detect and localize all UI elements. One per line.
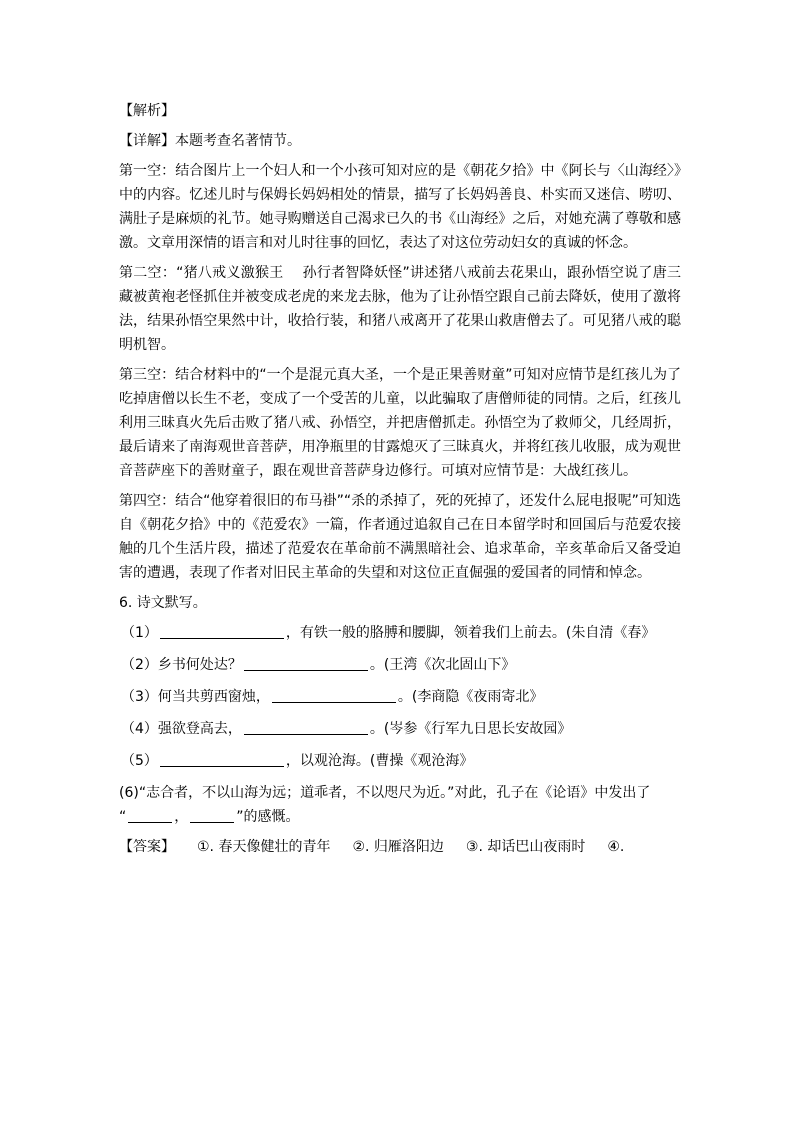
answer-blank[interactable]	[244, 656, 368, 671]
paragraph-blank-2: 第二空：“猪八戒义激猴王 孙行者智降妖怪”讲述猪八戒前去花果山，跟孙悟空说了唐三藏被黄袍老怪抓住并被变成老虎的来龙去脉，他为了让孙悟空跟自己前去降妖，使用了激将法，结果孙悟空果然中计，收拾行装，和猪八戒离开了花果山救唐僧去了。可见猪八戒的聪明机智。	[119, 265, 681, 353]
paragraph-blank-1: 第一空：结合图片上一个妇人和一个小孩可知对应的是《朝花夕拾》中《阿长与〈山海经〉》中的内容。忆述儿时与保姆长妈妈相处的情景，描写了长妈妈善良、朴实而又迷信、唠叨、满肚子是麻烦的礼节。她寻购赠送自己渴求已久的书《山海经》之后，对她充满了尊敬和感激。文章用深情的语言和对儿时往事的回忆，表达了对这位劳动妇女的真诚的怀念。	[119, 163, 681, 251]
answer-blank[interactable]	[190, 808, 234, 823]
item-prefix: 强欲登高去，	[157, 721, 242, 737]
analysis-heading	[119, 99, 681, 123]
answer-item: ④.	[607, 839, 625, 855]
item-suffix: 。(王湾《次北固山下》	[369, 657, 516, 673]
item-suffix: ，有铁一般的胳膊和腰脚，领着我们上前去。(朱自清《春》	[285, 625, 656, 641]
answer-item: ②. 归雁洛阳边	[352, 839, 444, 855]
question-item-4	[119, 717, 681, 741]
question-item-1	[119, 621, 681, 645]
question-item-3	[119, 685, 681, 709]
answer-tag: 【答案】	[119, 839, 175, 855]
item-number: （4）	[121, 721, 158, 737]
item-number: （3）	[121, 689, 158, 705]
item-prefix: 乡书何处达？	[157, 657, 242, 673]
item-number: （2）	[121, 657, 158, 673]
open-quote: “	[119, 809, 127, 825]
question-title: 6. 诗文默写。	[119, 595, 207, 611]
detail-line	[119, 129, 681, 153]
item-number: （5）	[121, 753, 158, 769]
comma: ，	[174, 809, 189, 825]
answer-blank[interactable]	[128, 808, 172, 823]
item-suffix: ，以观沧海。(曹操《观沧海》	[285, 753, 474, 769]
answer-item: ③. 却话巴山夜雨时	[465, 839, 586, 855]
item-text: “志合者，不以山海为远；道乖者，不以咫尺为近。”对此，孔子在《论语》中发出了	[138, 785, 651, 801]
detail-text: 本题考查名著情节。	[175, 133, 301, 149]
answer-blank[interactable]	[272, 688, 396, 703]
question-item-2	[119, 653, 681, 677]
question-item-6	[119, 781, 681, 829]
answer-line	[119, 835, 681, 859]
item-prefix: 何当共剪西窗烛，	[157, 689, 270, 705]
item-number: (6)	[119, 785, 139, 801]
item-suffix: ”的感慨。	[236, 809, 300, 825]
paragraph-blank-4: 第四空：结合“他穿着很旧的布马褂”“杀的杀掉了，死的死掉了，还发什么屁电报呢”可知选自《朝花夕拾》中的《范爱农》一篇，作者通过追叙自己在日本留学时和回国后与范爱农接触的几个生活片段，描述了范爱农在革命前不满黑暗社会、追求革命，辛亥革命后又备受迫害的遭遇，表现了作者对旧民主革命的失望和对这位正直倔强的爱国者的同情和悼念。	[119, 493, 681, 581]
detail-tag: 【详解】	[119, 133, 175, 149]
item-suffix: 。(李商隐《夜雨寄北》	[397, 689, 544, 705]
question-item-5	[119, 749, 681, 773]
item-number: （1）	[121, 625, 158, 641]
document-content	[119, 99, 681, 859]
answer-blank[interactable]	[160, 624, 284, 639]
answer-blank[interactable]	[244, 720, 368, 735]
paragraph-blank-3: 第三空：结合材料中的“一个是混元真大圣，一个是正果善财童”可知对应情节是红孩儿为了吃掉唐僧以长生不老，变成了一个受苦的儿童，以此骗取了唐僧师徒的同情。之后，红孩儿利用三昧真火先后击败了猪八戒、孙悟空，并把唐僧抓走。孙悟空为了救师父，几经周折，最后请来了南海观世音菩萨，用净瓶里的甘露熄灭了三昧真火，并将红孩儿收服，成为观世音菩萨座下的善财童子，跟在观世音菩萨身边修行。可填对应情节是：大战红孩儿。	[119, 367, 681, 479]
answer-item: ①. 春天像健壮的青年	[197, 839, 331, 855]
answer-blank[interactable]	[160, 752, 284, 767]
item-suffix: 。(岑参《行军九日思长安故园》	[369, 721, 572, 737]
analysis-tag: 【解析】	[119, 103, 175, 119]
